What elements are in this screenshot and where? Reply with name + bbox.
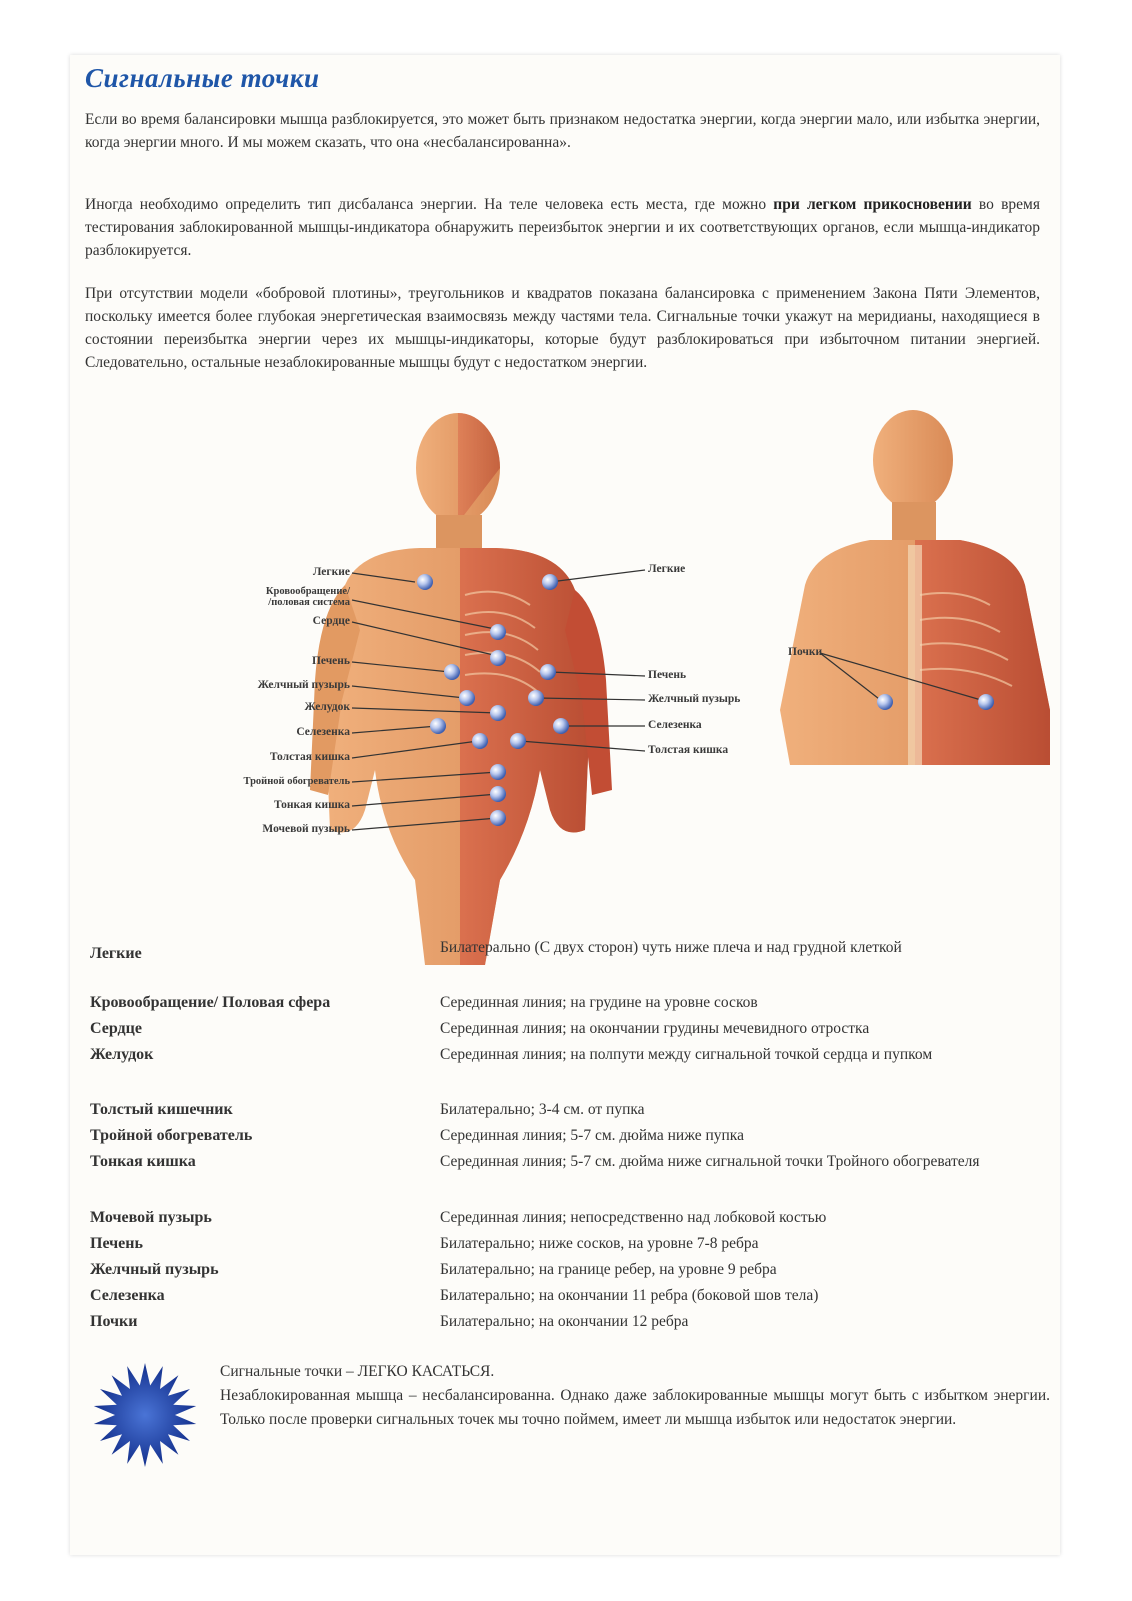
label-liver-right: Печень — [648, 669, 687, 681]
label-gallbladder-right: Желчный пузырь — [648, 693, 741, 705]
point-description: Серединная линия; непосредственно над лобковой костью — [440, 1209, 827, 1226]
note-text — [220, 1360, 1050, 1432]
label-gallbladder-left: Желчный пузырь — [257, 679, 350, 691]
signal-point — [430, 718, 446, 734]
point-description: Билатерально; на окончании 12 ребра — [440, 1313, 689, 1330]
organ-name: Желудок — [90, 1046, 154, 1063]
organ-name: Кровообращение/ Половая сфера — [90, 994, 331, 1011]
point-description: Билатерально; на границе ребер, на уровне 9 ребра — [440, 1261, 777, 1278]
back-head — [873, 410, 953, 510]
organ-name: Толстый кишечник — [90, 1101, 233, 1118]
label-circulation: Кровообращение/ /половая система — [265, 586, 350, 608]
signal-point — [490, 650, 506, 666]
signal-points-figure — [120, 410, 1060, 965]
page-title: Сигнальные точки — [85, 63, 320, 93]
label-liver-left: Печень — [311, 655, 350, 667]
signal-point — [877, 694, 893, 710]
point-description: Билатерально (С двух сторон) чуть ниже плеча и над грудной клеткой — [440, 939, 902, 956]
note-title: Сигнальные точки – ЛЕГКО КАСАТЬСЯ. — [220, 1363, 495, 1380]
signal-point — [490, 705, 506, 721]
point-description: Билатерально; на окончании 11 ребра (боковой шов тела) — [440, 1287, 819, 1304]
signal-point — [490, 764, 506, 780]
signal-point — [540, 664, 556, 680]
organ-name: Тонкая кишка — [90, 1153, 196, 1170]
signal-point — [553, 718, 569, 734]
point-description: Серединная линия; 5-7 см. дюйма ниже пупка — [440, 1127, 744, 1144]
organ-name: Тройной обогреватель — [90, 1127, 253, 1144]
signal-point — [510, 733, 526, 749]
label-lungs-right: Легкие — [648, 563, 686, 575]
organ-name: Легкие — [90, 945, 142, 962]
starburst-icon — [90, 1360, 200, 1470]
note-block — [90, 1360, 1050, 1480]
label-spleen-right: Селезенка — [648, 719, 702, 731]
note-body: Незаблокированная мышца – несбалансированна. Однако даже заблокированные мышцы могут быть с избытком энергии. Только после проверки сигнальных точек мы точно поймем, имеет ли мышца избыток или недостаток энергии. — [220, 1387, 1050, 1428]
document-page — [70, 55, 1060, 1555]
label-kidneys: Почки — [788, 646, 823, 658]
point-description: Билатерально; 3-4 см. от пупка — [440, 1101, 645, 1118]
point-description: Серединная линия; на грудине на уровне сосков — [440, 994, 758, 1011]
signal-point — [490, 624, 506, 640]
label-spleen-left: Селезенка — [296, 726, 350, 738]
signal-point — [490, 810, 506, 826]
paragraph-intro: Если во время балансировки мышца разблокируется, это может быть признаком недостатка энергии, когда энергии мало, или избытка энергии, когда энергии много. И мы можем сказать, что она «несбалансированна». — [85, 111, 1040, 151]
paragraph-imbalance-start: Иногда необходимо определить тип дисбаланса энергии. На теле человека есть места, где можно — [85, 196, 774, 213]
label-heart: Сердце — [312, 615, 350, 627]
organ-name: Желчный пузырь — [90, 1261, 219, 1278]
point-description: Билатерально; ниже сосков, на уровне 7-8 ребра — [440, 1235, 759, 1252]
organ-name: Сердце — [90, 1020, 142, 1037]
label-large-intestine-left: Толстая кишка — [269, 751, 350, 763]
paragraph-imbalance-bold: при легком прикосновении — [773, 196, 972, 213]
back-body — [780, 410, 1050, 765]
signal-point — [490, 786, 506, 802]
label-stomach: Желудок — [304, 701, 350, 713]
organ-name: Печень — [90, 1235, 143, 1252]
point-description: Серединная линия; на окончании грудины мечевидного отростка — [440, 1020, 870, 1037]
signal-point — [528, 690, 544, 706]
signal-point — [472, 733, 488, 749]
organ-name: Почки — [90, 1313, 138, 1330]
organ-name: Мочевой пузырь — [90, 1209, 212, 1226]
paragraph-imbalance — [85, 193, 1040, 262]
paragraph-five-elements: При отсутствии модели «бобровой плотины», треугольников и квадратов показана балансировка с применением Закона Пяти Элементов, поскольку имеется более глубокая энергетическая взаимосвязь между частями тела. Сигнальные точки укажут на меридианы, находящиеся в состоянии переизбытка энергии через их мышцы-индикаторы, которые будут разблокироваться при избыточном питании энергией. Следовательно, остальные незаблокированные мышцы будут с недостатком энергии. — [85, 285, 1040, 371]
point-description: Серединная линия; 5-7 см. дюйма ниже сигнальной точки Тройного обогревателя — [440, 1153, 980, 1170]
label-bladder: Мочевой пузырь — [262, 823, 350, 835]
label-lungs-left: Легкие — [312, 566, 350, 578]
front-body — [310, 413, 612, 965]
label-large-intestine-right: Толстая кишка — [648, 744, 729, 756]
signal-point — [444, 664, 460, 680]
signal-point — [417, 574, 433, 590]
paragraph-imbalance-end: во время тестирования заблокированной мышцы-индикатора обнаружить переизбыток энергии и их соответствующих органов, если мышца-индикатор разблокируется. — [85, 196, 1040, 259]
signal-point — [978, 694, 994, 710]
signal-point — [459, 690, 475, 706]
label-triple-warmer: Тройной обогреватель — [243, 776, 350, 787]
organ-name: Селезенка — [90, 1287, 165, 1304]
point-description: Серединная линия; на полпути между сигнальной точкой сердца и пупком — [440, 1046, 933, 1063]
label-small-intestine: Тонкая кишка — [274, 799, 350, 811]
signal-point — [542, 574, 558, 590]
